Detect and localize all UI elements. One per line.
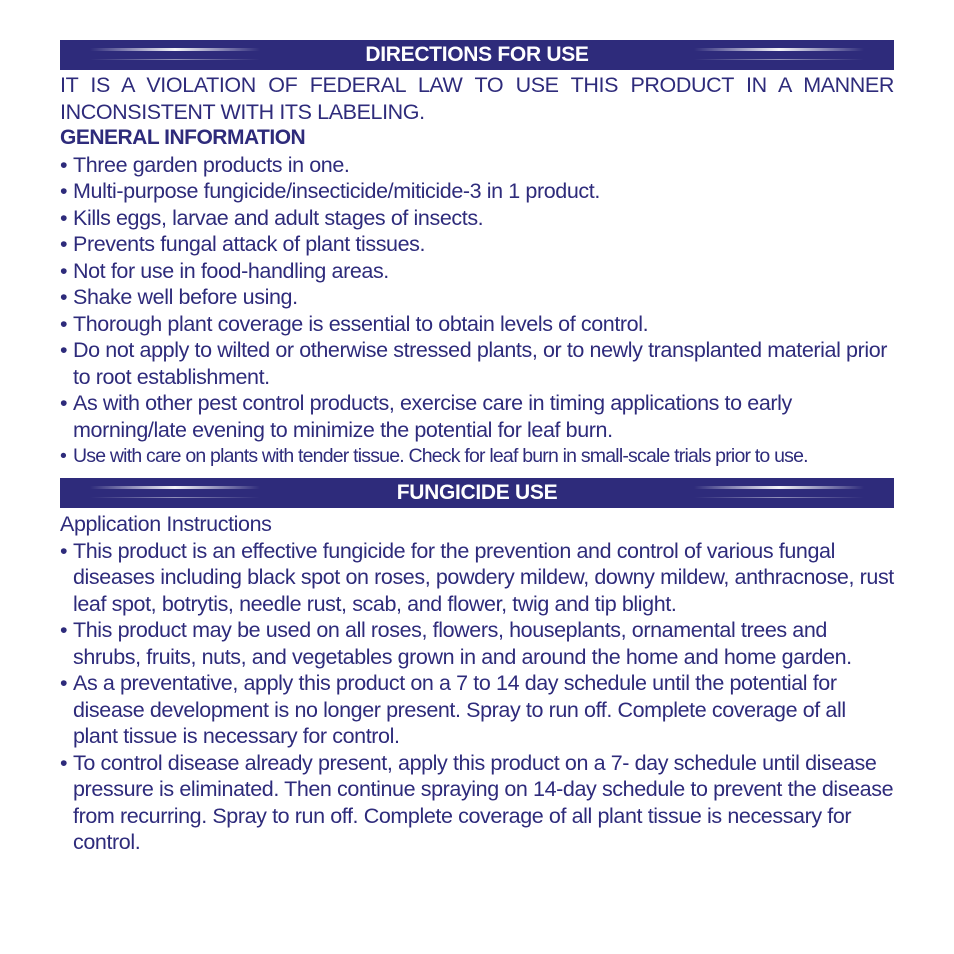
- list-item: • Three garden products in one.: [60, 152, 894, 179]
- fungicide-banner: [60, 478, 894, 508]
- application-instructions-heading: Application Instructions: [60, 512, 272, 536]
- directions-section: [60, 72, 894, 470]
- fungicide-section: [60, 511, 894, 856]
- federal-law-warning: [60, 72, 894, 125]
- warning-line-2: INCONSISTENT WITH ITS LABELING.: [60, 99, 425, 124]
- fungicide-instructions-list: [60, 538, 894, 856]
- list-item: • This product may be used on all roses, flowers, houseplants, ornamental trees and shrubs, fruits, nuts, and vegetables grown in and around the home and home garden.: [60, 617, 894, 670]
- list-item: • To control disease already present, apply this product on a 7- day schedule until disease pressure is eliminated. Then continue spraying on 14-day schedule to prevent the disease from recurring. Spray to run off. Complete coverage of all plant tissue is necessary for control.: [60, 750, 894, 856]
- directions-banner: [60, 40, 894, 70]
- fungicide-banner-title: FUNGICIDE USE: [396, 481, 558, 504]
- list-item: • Multi-purpose fungicide/insecticide/miticide-3 in 1 product.: [60, 178, 894, 205]
- directions-banner-title: DIRECTIONS FOR USE: [365, 43, 589, 66]
- general-information-heading: GENERAL INFORMATION: [60, 126, 306, 149]
- general-information-list: [60, 152, 894, 470]
- list-item: • Use with care on plants with tender tissue. Check for leaf burn in small-scale trials prior to use.: [60, 443, 894, 470]
- list-item: • Not for use in food-handling areas.: [60, 258, 894, 285]
- warning-line-1: IT IS A VIOLATION OF FEDERAL LAW TO USE THIS PRODUCT IN A MANNER: [60, 73, 894, 97]
- list-item: • As with other pest control products, exercise care in timing applications to early morning/late evening to minimize the potential for leaf burn.: [60, 390, 894, 443]
- list-item: • Shake well before using.: [60, 284, 894, 311]
- list-item: • Prevents fungal attack of plant tissues.: [60, 231, 894, 258]
- list-item: • Do not apply to wilted or otherwise stressed plants, or to newly transplanted material prior to root establishment.: [60, 337, 894, 390]
- list-item: • As a preventative, apply this product on a 7 to 14 day schedule until the potential for disease development is no longer present. Spray to run off. Complete coverage of all plant tissue is necessary for control.: [60, 670, 894, 750]
- list-item: • Kills eggs, larvae and adult stages of insects.: [60, 205, 894, 232]
- list-item: • This product is an effective fungicide for the prevention and control of various fungal diseases including black spot on roses, powdery mildew, downy mildew, anthracnose, rust leaf spot, botrytis, needle rust, scab, and flower, twig and tip blight.: [60, 538, 894, 618]
- list-item: • Thorough plant coverage is essential to obtain levels of control.: [60, 311, 894, 338]
